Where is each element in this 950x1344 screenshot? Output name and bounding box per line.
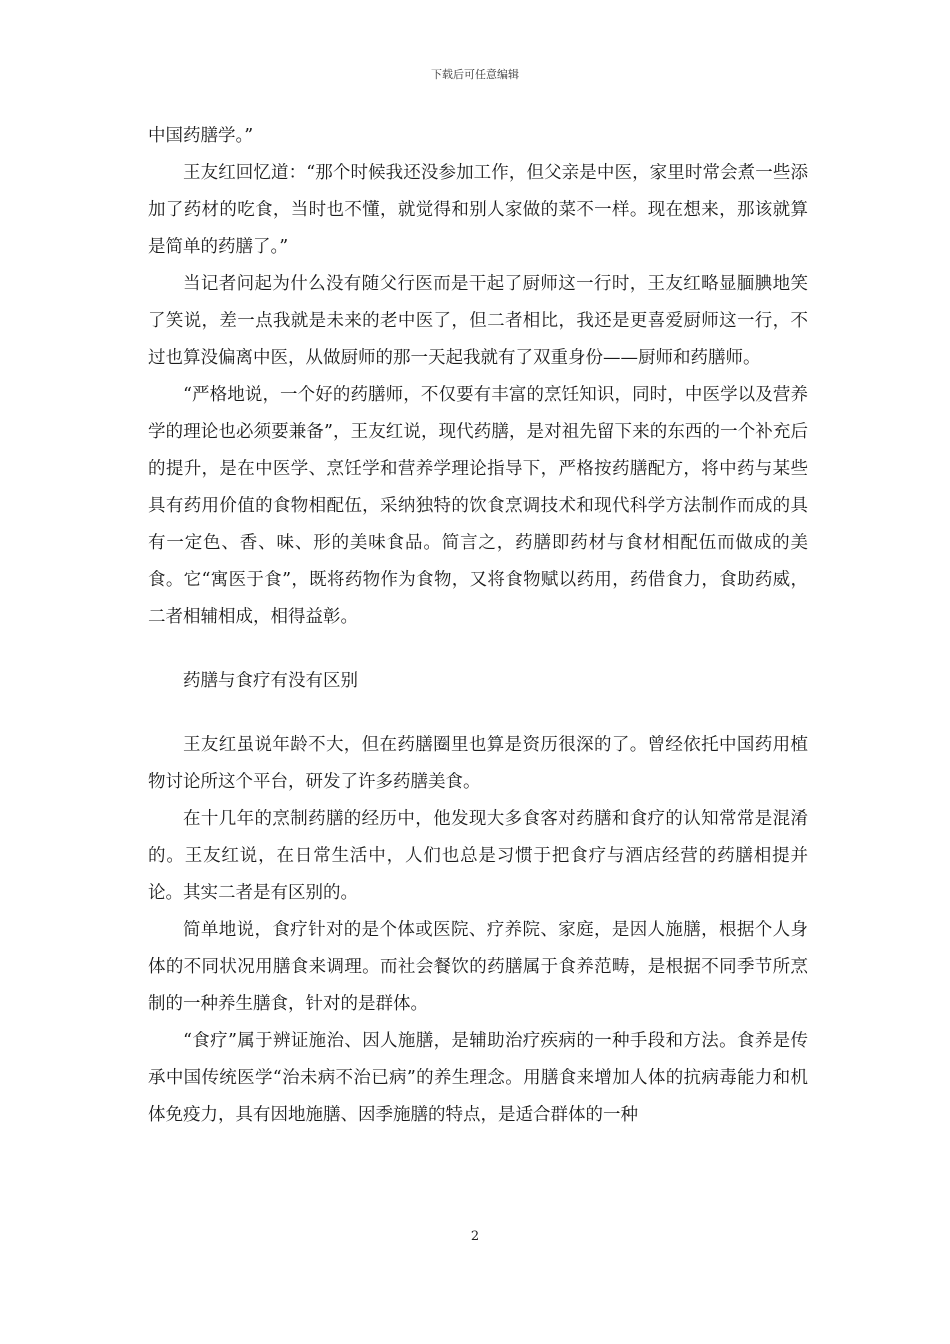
paragraph: 在十几年的烹制药膳的经历中，他发现大多食客对药膳和食疗的认知常常是混淆的。王友红说，在日常生活中，人们也总是习惯于把食疗与酒店经营的药膳相提并论。其实二者是有区别的。: [148, 809, 808, 903]
paragraph: 王友红回忆道：“那个时候我还没参加工作，但父亲是中医，家里时常会煮一些添加了药材的吃食，当时也不懂，就觉得和别人家做的菜不一样。现在想来，那该就算是简单的药膳了。”: [148, 163, 808, 257]
paragraph: 简单地说，食疗针对的是个体或医院、疗养院、家庭，是因人施膳，根据个人身体的不同状况用膳食来调理。而社会餐饮的药膳属于食养范畴，是根据不同季节所烹制的一种养生膳食，针对的是群体。: [148, 920, 808, 1014]
paragraph: 王友红虽说年龄不大，但在药膳圈里也算是资历很深的了。曾经依托中国药用植物讨论所这个平台，研发了许多药膳美食。: [148, 735, 808, 792]
document-body: [148, 118, 808, 1134]
paragraph: “食疗”属于辨证施治、因人施膳，是辅助治疗疾病的一种手段和方法。食养是传承中国传统医学“治未病不治已病”的养生理念。用膳食来增加人体的抗病毒能力和机体免疫力，具有因地施膳、因季施膳的特点，是适合群体的一种: [148, 1031, 808, 1125]
paragraph: 中国药膳学。”: [148, 126, 254, 146]
paragraph: “严格地说，一个好的药膳师，不仅要有丰富的烹饪知识，同时，中医学以及营养学的理论也必须要兼备”，王友红说，现代药膳，是对祖先留下来的东西的一个补充后的提升，是在中医学、烹饪学和营养学理论指导下，严格按药膳配方，将中药与某些具有药用价值的食物相配伍，采纳独特的饮食烹调技术和现代科学方法制作而成的具有一定色、香、味、形的美味食品。简言之，药膳即药材与食材相配伍而做成的美食。它“寓医于食”，既将药物作为食物，又将食物赋以药用，药借食力，食助药威，二者相辅相成，相得益彰。: [148, 385, 808, 627]
page-header: 下载后可任意编辑: [431, 68, 519, 81]
page-number: 2: [470, 1229, 480, 1244]
paragraph: 当记者问起为什么没有随父行医而是干起了厨师这一行时，王友红略显腼腆地笑了笑说，差一点我就是未来的老中医了，但二者相比，我还是更喜爱厨师这一行，不过也算没偏离中医，从做厨师的那一天起我就有了双重身份——厨师和药膳师。: [148, 274, 808, 368]
section-heading: 药膳与食疗有没有区别: [183, 671, 358, 691]
